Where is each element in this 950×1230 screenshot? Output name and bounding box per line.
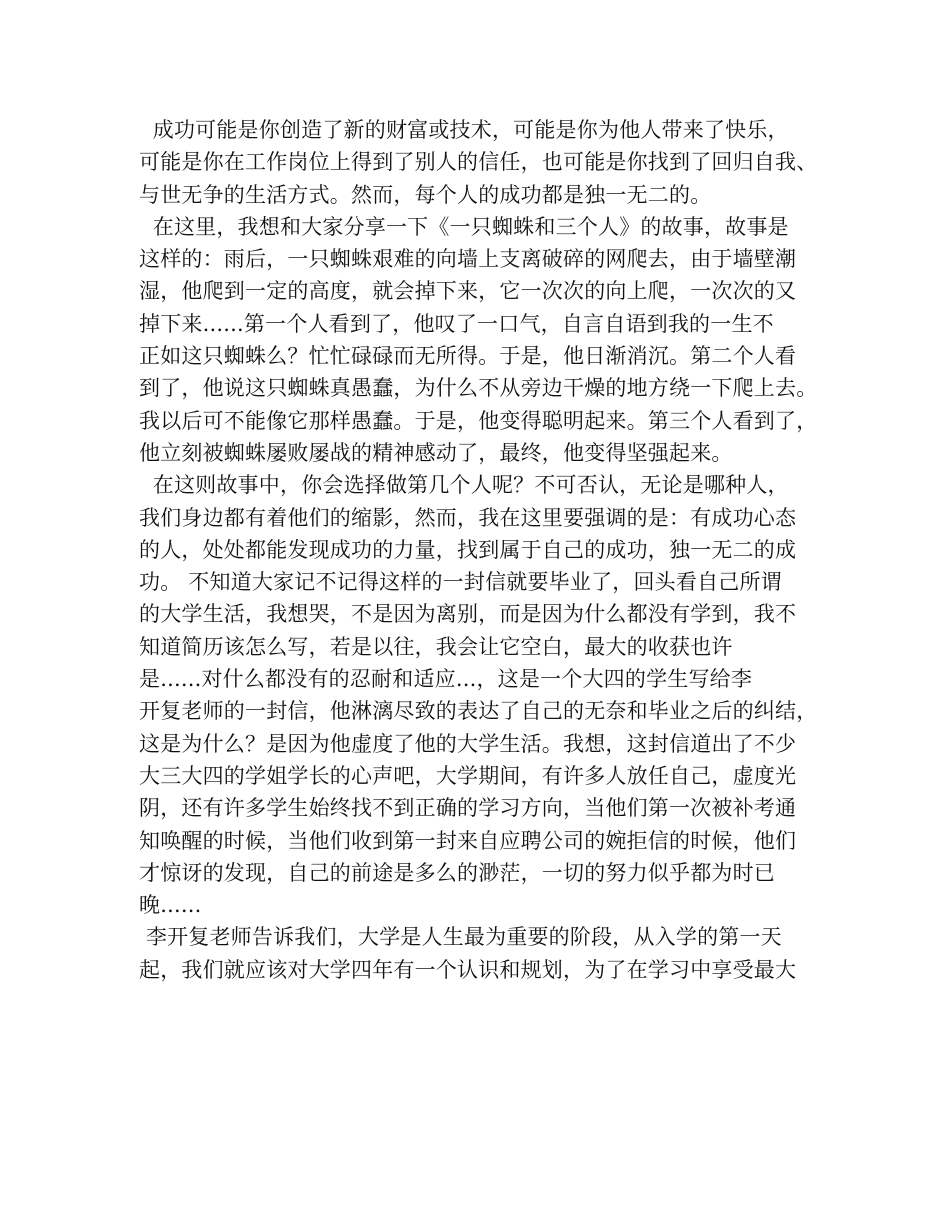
text-line-23: 知唤醒的时候，当他们收到第一封来自应聘公司的婉拒信的时候，他们 [139,828,797,853]
text-line-10: 我以后可不能像它那样愚蠢。于是，他变得聪明起来。第三个人看到了， [139,408,818,433]
text-line-2: 可能是你在工作岗位上得到了别人的信任，也可能是你找到了回归自我、 [139,150,818,175]
text-line-26: 李开复老师告诉我们，大学是人生最为重要的阶段，从入学的第一天 [139,925,782,950]
text-line-9: 到了，他说这只蜘蛛真愚蠢，为什么不从旁边干燥的地方绕一下爬上去。 [139,376,818,401]
text-line-12: 在这则故事中，你会选择做第几个人呢？不可否认，无论是哪种人， [139,473,789,498]
text-line-6: 湿，他爬到一定的高度，就会掉下来，它一次次的向上爬，一次次的又 [139,279,797,304]
text-line-20: 这是为什么？是因为他虚度了他的大学生活。我想，这封信道出了不少 [139,731,797,756]
text-line-1: 成功可能是你创造了新的财富或技术，可能是你为他人带来了快乐， [139,118,789,142]
text-line-19: 开复老师的一封信，他淋漓尽致的表达了自己的无奈和毕业之后的纠结， [139,699,818,724]
text-line-17: 知道简历该怎么写，若是以往，我会让它空白，最大的收获也许 [139,634,733,659]
text-line-22: 阴，还有许多学生始终找不到正确的学习方向，当他们第一次被补考通 [139,796,797,821]
text-line-11: 他立刻被蜘蛛屡败屡战的精神感动了，最终，他变得坚强起来。 [139,440,733,465]
text-line-18: 是......对什么都没有的忍耐和适应...，这是一个大四的学生写给李 [139,667,753,692]
text-line-4: 在这里，我想和大家分享一下《一只蜘蛛和三个人》的故事，故事是 [139,214,789,239]
text-line-3: 与世无争的生活方式。然而，每个人的成功都是独一无二的。 [139,182,712,207]
text-line-21: 大三大四的学姐学长的心声吧，大学期间，有许多人放任自己，虚度光 [139,763,797,788]
text-line-24: 才惊讶的发现，自己的前途是多么的渺茫，一切的努力似乎都为时已 [139,860,775,885]
text-line-8: 正如这只蜘蛛么？忙忙碌碌而无所得。于是，他日渐消沉。第二个人看 [139,344,797,369]
body-text [139,114,829,986]
text-line-15: 功。 不知道大家记不记得这样的一封信就要毕业了，回头看自己所谓 [139,570,782,595]
text-line-13: 我们身边都有着他们的缩影，然而，我在这里要强调的是：有成功心态 [139,505,797,530]
text-line-7: 掉下来......第一个人看到了，他叹了一口气，自言自语到我的一生不 [139,311,774,336]
text-line-27: 起，我们就应该对大学四年有一个认识和规划，为了在学习中享受最大 [139,957,797,982]
text-line-14: 的人，处处都能发现成功的力量，找到属于自己的成功，独一无二的成 [139,537,797,562]
text-line-5: 这样的：雨后，一只蜘蛛艰难的向墙上支离破碎的网爬去，由于墙壁潮 [139,247,797,272]
text-line-16: 的大学生活，我想哭，不是因为离别，而是因为什么都没有学到，我不 [139,602,797,627]
text-line-25: 晚...... [139,893,202,918]
